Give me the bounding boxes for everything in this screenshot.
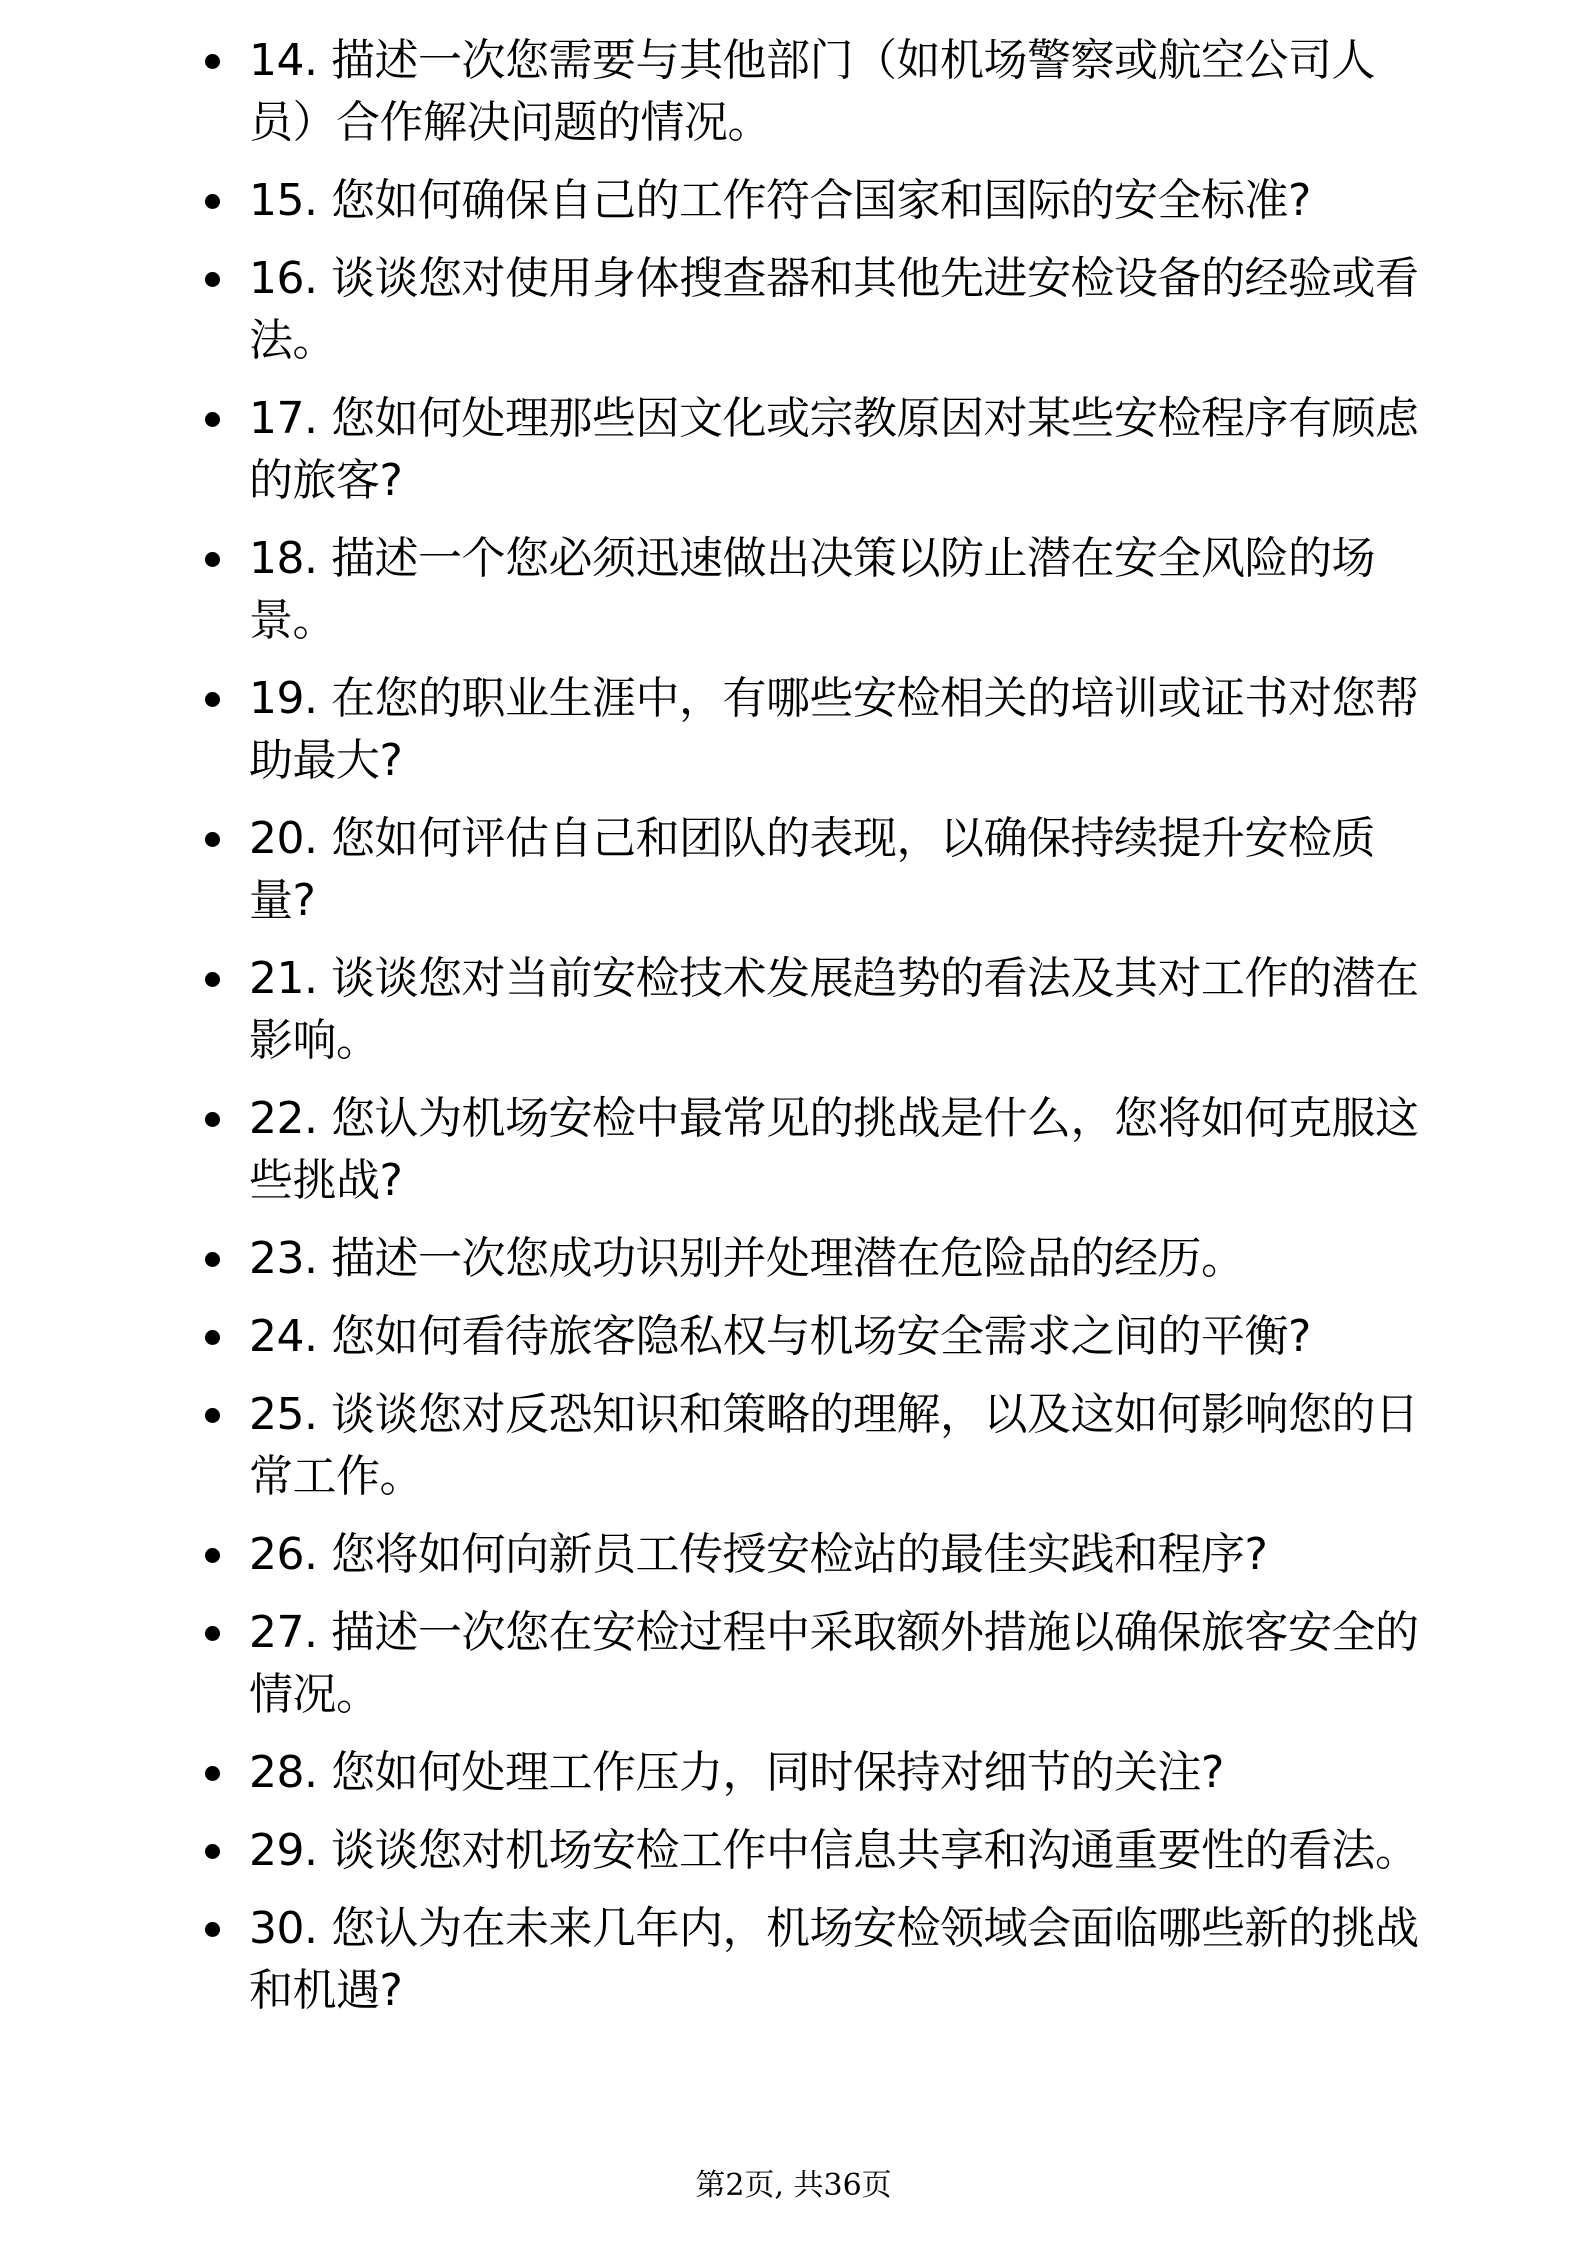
question-text: 20. 您如何评估自己和团队的表现，以确保持续提升安检质量? [249, 813, 1375, 926]
question-text: 25. 谈谈您对反恐知识和策略的理解，以及这如何影响您的日常工作。 [249, 1389, 1419, 1502]
bullet-icon [205, 54, 220, 69]
bullet-icon [205, 412, 220, 427]
list-item [205, 170, 1420, 232]
list-item [205, 1384, 1420, 1508]
question-text: 29. 谈谈您对机场安检工作中信息共享和沟通重要性的看法。 [249, 1825, 1419, 1876]
question-text: 19. 在您的职业生涯中，有哪些安检相关的培训或证书对您帮助最大? [249, 673, 1419, 786]
list-item [205, 528, 1420, 652]
list-item [205, 948, 1420, 1072]
list-item [205, 1820, 1420, 1882]
question-text: 18. 描述一个您必须迅速做出决策以防止潜在安全风险的场景。 [249, 533, 1375, 646]
bullet-icon [205, 832, 220, 847]
bullet-icon [205, 692, 220, 707]
list-item [205, 1524, 1420, 1586]
list-item [205, 1228, 1420, 1290]
question-list [205, 30, 1420, 2038]
bullet-icon [205, 1548, 220, 1563]
bullet-icon [205, 1408, 220, 1423]
list-item [205, 30, 1420, 154]
bullet-icon [205, 552, 220, 567]
bullet-icon [205, 272, 220, 287]
question-text: 22. 您认为机场安检中最常见的挑战是什么，您将如何克服这些挑战? [249, 1093, 1419, 1206]
bullet-icon [205, 1626, 220, 1641]
list-item [205, 1088, 1420, 1212]
question-text: 24. 您如何看待旅客隐私权与机场安全需求之间的平衡? [249, 1311, 1311, 1362]
list-item [205, 808, 1420, 932]
bullet-icon [205, 972, 220, 987]
list-item [205, 1306, 1420, 1368]
question-text: 17. 您如何处理那些因文化或宗教原因对某些安检程序有顾虑的旅客? [249, 393, 1419, 506]
bullet-icon [205, 1844, 220, 1859]
question-text: 30. 您认为在未来几年内，机场安检领域会面临哪些新的挑战和机遇? [249, 1903, 1419, 2016]
bullet-icon [205, 1922, 220, 1937]
bullet-icon [205, 1112, 220, 1127]
list-item [205, 1898, 1420, 2022]
list-item [205, 668, 1420, 792]
question-text: 14. 描述一次您需要与其他部门（如机场警察或航空公司人员）合作解决问题的情况。 [249, 35, 1375, 148]
question-text: 16. 谈谈您对使用身体搜查器和其他先进安检设备的经验或看法。 [249, 253, 1419, 366]
list-item [205, 388, 1420, 512]
bullet-icon [205, 1252, 220, 1267]
question-text: 15. 您如何确保自己的工作符合国家和国际的安全标准? [249, 175, 1311, 226]
list-item [205, 248, 1420, 372]
question-text: 23. 描述一次您成功识别并处理潜在危险品的经历。 [249, 1233, 1245, 1284]
bullet-icon [205, 1766, 220, 1781]
page-footer [0, 2160, 1587, 2204]
question-text: 21. 谈谈您对当前安检技术发展趋势的看法及其对工作的潜在影响。 [249, 953, 1419, 1066]
bullet-icon [205, 194, 220, 209]
question-text: 26. 您将如何向新员工传授安检站的最佳实践和程序? [249, 1529, 1268, 1580]
list-item [205, 1742, 1420, 1804]
question-text: 28. 您如何处理工作压力，同时保持对细节的关注? [249, 1747, 1224, 1798]
bullet-icon [205, 1330, 220, 1345]
list-item [205, 1602, 1420, 1726]
question-text: 27. 描述一次您在安检过程中采取额外措施以确保旅客安全的情况。 [249, 1607, 1419, 1720]
page-indicator: 第2页, 共36页 [695, 2168, 892, 2203]
